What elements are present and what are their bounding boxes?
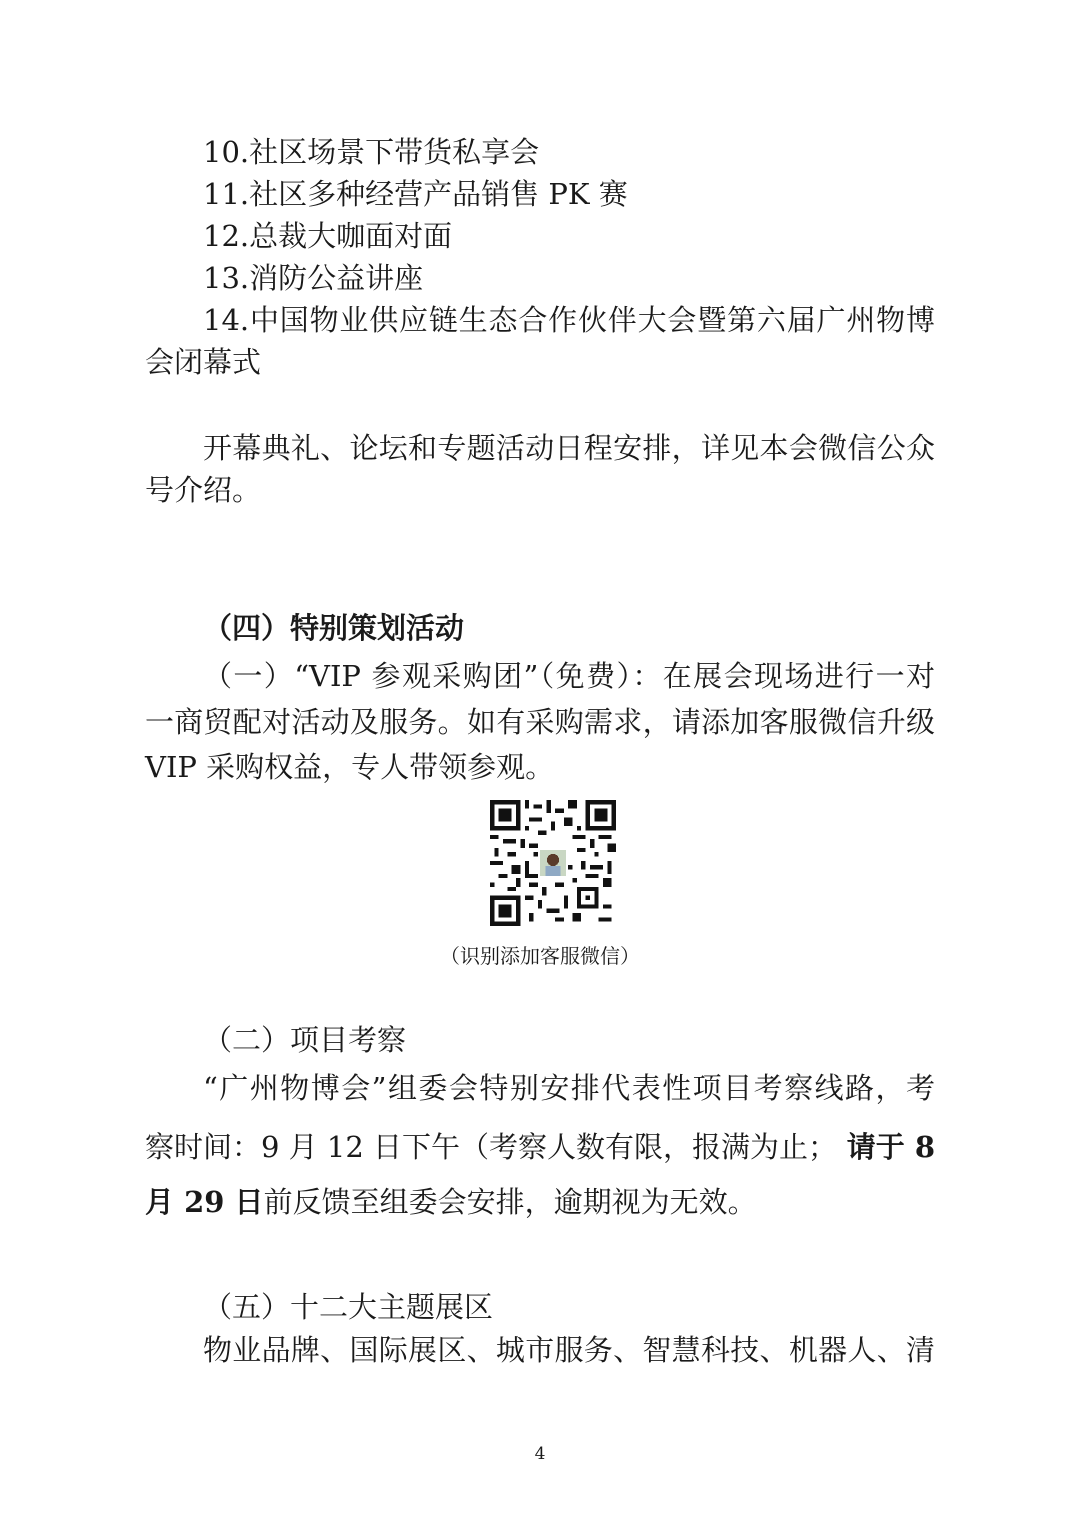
wechat-qr-code[interactable] bbox=[490, 800, 616, 926]
inspection-deadline-start: 请于 8 bbox=[846, 1130, 935, 1164]
inspection-heading: （二）项目考察 bbox=[203, 1023, 407, 1057]
inspection-line3 bbox=[145, 1182, 757, 1222]
list-item-11: 11.社区多种经营产品销售 PK 赛 bbox=[203, 177, 628, 211]
list-item-10: 10.社区场景下带货私享会 bbox=[203, 135, 540, 169]
section5-line1: 物业品牌、国际展区、城市服务、智慧科技、机器人、清 bbox=[203, 1333, 935, 1367]
list-item-12: 12.总裁大咖面对面 bbox=[203, 219, 453, 253]
page-number: 4 bbox=[534, 1444, 546, 1464]
list-item-13: 13.消防公益讲座 bbox=[203, 261, 424, 295]
list-item-14: 14.中国物业供应链生态合作伙伴大会暨第六届广州物博 bbox=[203, 303, 935, 337]
inspection-line2-text: 察时间：9 月 12 日下午（考察人数有限，报满为止； bbox=[145, 1130, 838, 1164]
schedule-note-line1: 开幕典礼、论坛和专题活动日程安排，详见本会微信公众 bbox=[203, 431, 935, 465]
vip-line1: （一）“VIP 参观采购团”（免费）：在展会现场进行一对 bbox=[203, 659, 935, 693]
section5-heading: （五）十二大主题展区 bbox=[203, 1290, 494, 1324]
inspection-line1: “广州物博会”组委会特别安排代表性项目考察线路，考 bbox=[203, 1071, 935, 1105]
vip-line3: VIP 采购权益，专人带领参观。 bbox=[145, 750, 555, 784]
inspection-deadline-date: 月 29 日 bbox=[145, 1185, 264, 1219]
schedule-note-line2: 号介绍。 bbox=[145, 473, 262, 507]
inspection-line3-text: 前反馈至组委会安排，逾期视为无效。 bbox=[263, 1185, 757, 1219]
inspection-line2 bbox=[145, 1127, 935, 1167]
section4-heading: （四）特别策划活动 bbox=[203, 611, 465, 645]
vip-line2: 一商贸配对活动及服务。如有采购需求，请添加客服微信升级 bbox=[145, 705, 935, 739]
list-item-14-cont: 会闭幕式 bbox=[145, 345, 262, 379]
qr-caption: （识别添加客服微信） bbox=[440, 944, 640, 968]
